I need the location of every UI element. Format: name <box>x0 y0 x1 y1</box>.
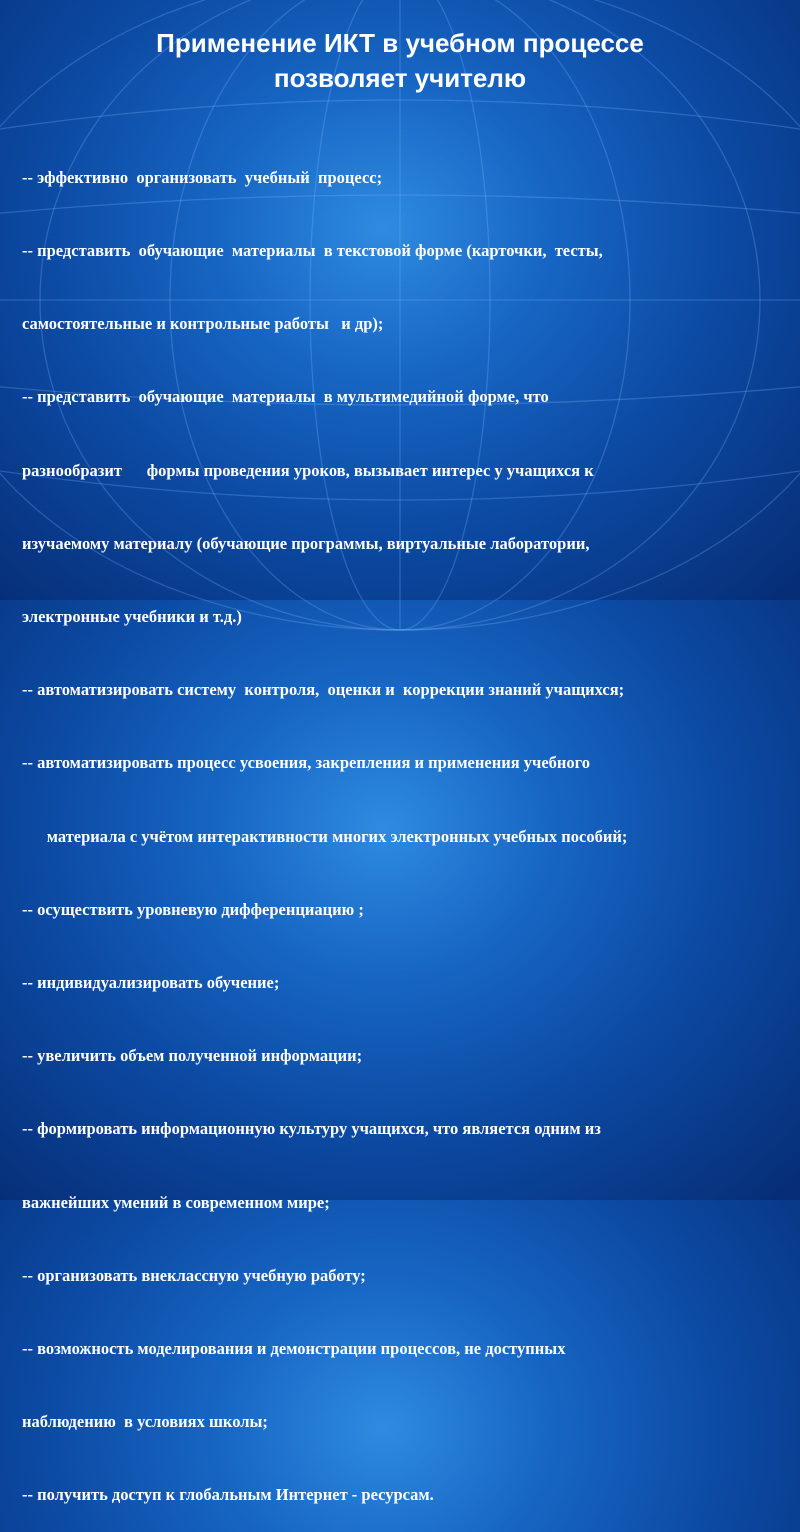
list-item: электронные учебники и т.д.) <box>22 607 242 627</box>
list-item: -- формировать информационную культуру учащихся, что является одним из <box>22 1119 601 1139</box>
list-item: -- представить обучающие материалы в мультимедийной форме, что <box>22 387 549 407</box>
list-item: -- получить доступ к глобальным Интернет - ресурсам. <box>22 1485 434 1505</box>
slide-title <box>0 26 800 96</box>
list-item: -- эффективно организовать учебный процесс; <box>22 167 383 187</box>
list-item: -- возможность моделирования и демонстрации процессов, не доступных <box>22 1339 566 1359</box>
list-item: -- индивидуализировать обучение; <box>22 973 280 993</box>
list-item: разнообразит формы проведения уроков, вызывает интерес у учащихся к <box>22 460 594 480</box>
list-item: наблюдению в условиях школы; <box>22 1412 268 1432</box>
list-item: -- увеличить объем полученной информации; <box>22 1046 363 1066</box>
list-item: -- представить обучающие материалы в текстовой форме (карточки, тесты, <box>22 241 603 261</box>
list-item: материала с учётом интерактивности многих электронных учебных пособий; <box>22 826 628 846</box>
list-item: -- осуществить уровневую дифференциацию ; <box>22 899 364 919</box>
list-item: изучаемому материалу (обучающие программы, виртуальные лаборатории, <box>22 533 590 553</box>
bullet-list <box>22 117 792 1532</box>
list-item: -- организовать внеклассную учебную работу; <box>22 1265 366 1285</box>
title-line-2: позволяет учителю <box>273 63 527 93</box>
list-item: самостоятельные и контрольные работы и др); <box>22 314 384 334</box>
list-item: -- автоматизировать систему контроля, оценки и коррекции знаний учащихся; <box>22 680 625 700</box>
list-item: важнейших умений в современном мире; <box>22 1192 330 1212</box>
list-item: -- автоматизировать процесс усвоения, закрепления и применения учебного <box>22 753 590 773</box>
title-line-1: Применение ИКТ в учебном процессе <box>156 28 644 58</box>
